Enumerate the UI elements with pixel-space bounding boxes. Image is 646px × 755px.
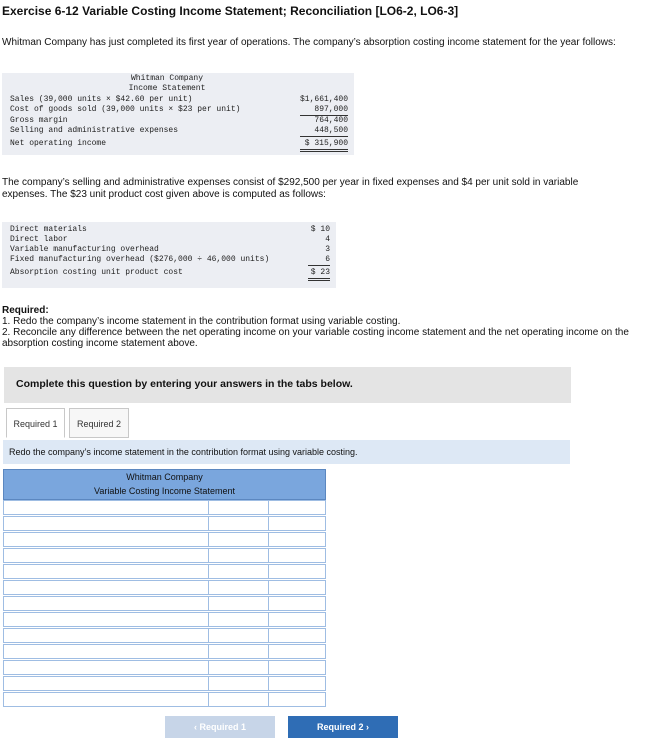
answer-amount-input[interactable] (269, 581, 325, 594)
cost-row-value: $ 10 (310, 225, 330, 234)
statement-row-label: Cost of goods sold (39,000 units × $23 per unit) (10, 105, 241, 114)
answer-row (3, 612, 326, 627)
answer-amount-input[interactable] (269, 629, 325, 642)
unit-product-cost-table (2, 222, 336, 288)
cost-row-label: Fixed manufacturing overhead ($276,000 ÷ 46,000 units) (10, 255, 270, 264)
answer-amount-input[interactable] (209, 533, 269, 546)
answer-amount-input[interactable] (269, 501, 325, 514)
statement-row-value: 764,400 (314, 116, 348, 125)
statement-row-label: Selling and administrative expenses (10, 126, 179, 135)
answer-amount-input[interactable] (209, 629, 269, 642)
page-title: Exercise 6-12 Variable Costing Income Statement; Reconciliation [LO6-2, LO6-3] (2, 4, 459, 18)
cost-row-label: Direct materials (10, 225, 87, 234)
answer-amount-input[interactable] (269, 517, 325, 530)
answer-row (3, 644, 326, 659)
answer-row (3, 548, 326, 563)
tab-instruction-text: Redo the company’s income statement in the contribution format using variable costing. (9, 447, 358, 457)
answer-amount-input[interactable] (209, 565, 269, 578)
answer-amount-input[interactable] (269, 565, 325, 578)
statement-row-value: $1,661,400 (300, 95, 349, 104)
answer-amount-input[interactable] (269, 645, 325, 658)
answer-amount-input[interactable] (209, 501, 269, 514)
answer-label-input[interactable] (4, 517, 209, 530)
answer-row (3, 532, 326, 547)
statement-row-label: Net operating income (10, 139, 107, 148)
tab-required-1[interactable]: Required 1 (6, 408, 65, 438)
cost-row-label: Absorption costing unit product cost (10, 268, 183, 277)
next-required-2-button[interactable]: Required 2 › (288, 716, 398, 738)
answer-amount-input[interactable] (209, 661, 269, 674)
answer-label-input[interactable] (4, 501, 209, 514)
answer-label-input[interactable] (4, 661, 209, 674)
required-section (2, 305, 642, 349)
answer-amount-input[interactable] (269, 677, 325, 690)
statement-heading: Income Statement (128, 84, 206, 93)
answer-amount-input[interactable] (269, 549, 325, 562)
cost-row-value: 4 (325, 235, 330, 244)
answer-amount-input[interactable] (209, 597, 269, 610)
tab-required-2[interactable]: Required 2 (69, 408, 129, 438)
statement-row-label: Gross margin (10, 116, 68, 125)
answer-label-input[interactable] (4, 533, 209, 546)
answer-label-input[interactable] (4, 581, 209, 594)
prev-required-1-button[interactable]: ‹ Required 1 (165, 716, 275, 738)
answer-amount-input[interactable] (269, 613, 325, 626)
answer-amount-input[interactable] (269, 661, 325, 674)
answer-label-input[interactable] (4, 549, 209, 562)
answer-label-input[interactable] (4, 645, 209, 658)
answer-row (3, 692, 326, 707)
answer-amount-input[interactable] (269, 533, 325, 546)
required-item-2: 2. Reconcile any difference between the net operating income on your variable costing income statement and the net operating income on the absorption costing income statement above. (2, 327, 629, 349)
answer-label-input[interactable] (4, 597, 209, 610)
answer-amount-input[interactable] (209, 549, 269, 562)
answer-label-input[interactable] (4, 565, 209, 578)
cost-row-label: Direct labor (10, 235, 68, 244)
answer-amount-input[interactable] (209, 613, 269, 626)
answer-row (3, 628, 326, 643)
answer-table-header (3, 469, 326, 500)
instructions-bar (4, 367, 571, 403)
answer-amount-input[interactable] (209, 677, 269, 690)
answer-amount-input[interactable] (209, 693, 269, 706)
answer-label-input[interactable] (4, 693, 209, 706)
answer-row (3, 516, 326, 531)
answer-table-company: Whitman Company (126, 472, 203, 482)
statement-company: Whitman Company (130, 74, 203, 83)
absorption-income-statement (2, 73, 354, 155)
required-heading: Required: (2, 305, 49, 316)
answer-amount-input[interactable] (209, 581, 269, 594)
answer-row (3, 596, 326, 611)
instructions-text: Complete this question by entering your answers in the tabs below. (16, 378, 353, 390)
cost-row-value: 3 (325, 245, 330, 254)
answer-amount-input[interactable] (209, 517, 269, 530)
answer-amount-input[interactable] (209, 645, 269, 658)
tab-instruction (3, 440, 570, 464)
answer-row (3, 564, 326, 579)
cost-row-value: 6 (308, 255, 330, 266)
statement-row-label: Sales (39,000 units × $42.60 per unit) (10, 95, 193, 104)
answer-row (3, 676, 326, 691)
statement-row-value: 448,500 (300, 126, 348, 137)
expense-description: The company’s selling and administrative expenses consist of $292,500 per year in fixed expenses and $4 per unit sold in variable expenses. The $23 unit product cost given above is computed as follows: (2, 177, 579, 200)
intro-text: Whitman Company has just completed its first year of operations. The company’s absorption costing income statement for the year follows: (2, 37, 616, 48)
cost-row-label: Variable manufacturing overhead (10, 245, 159, 254)
answer-row (3, 500, 326, 515)
answer-table-heading: Variable Costing Income Statement (94, 486, 235, 496)
required-item-1: 1. Redo the company’s income statement in the contribution format using variable costing. (2, 316, 401, 327)
answer-label-input[interactable] (4, 677, 209, 690)
answer-label-input[interactable] (4, 613, 209, 626)
answer-row (3, 580, 326, 595)
cost-row-value: $ 23 (308, 268, 330, 281)
statement-row-value: 897,000 (300, 105, 348, 116)
answer-amount-input[interactable] (269, 693, 325, 706)
answer-row (3, 660, 326, 675)
answer-label-input[interactable] (4, 629, 209, 642)
answer-amount-input[interactable] (269, 597, 325, 610)
statement-row-value: $ 315,900 (300, 139, 348, 152)
